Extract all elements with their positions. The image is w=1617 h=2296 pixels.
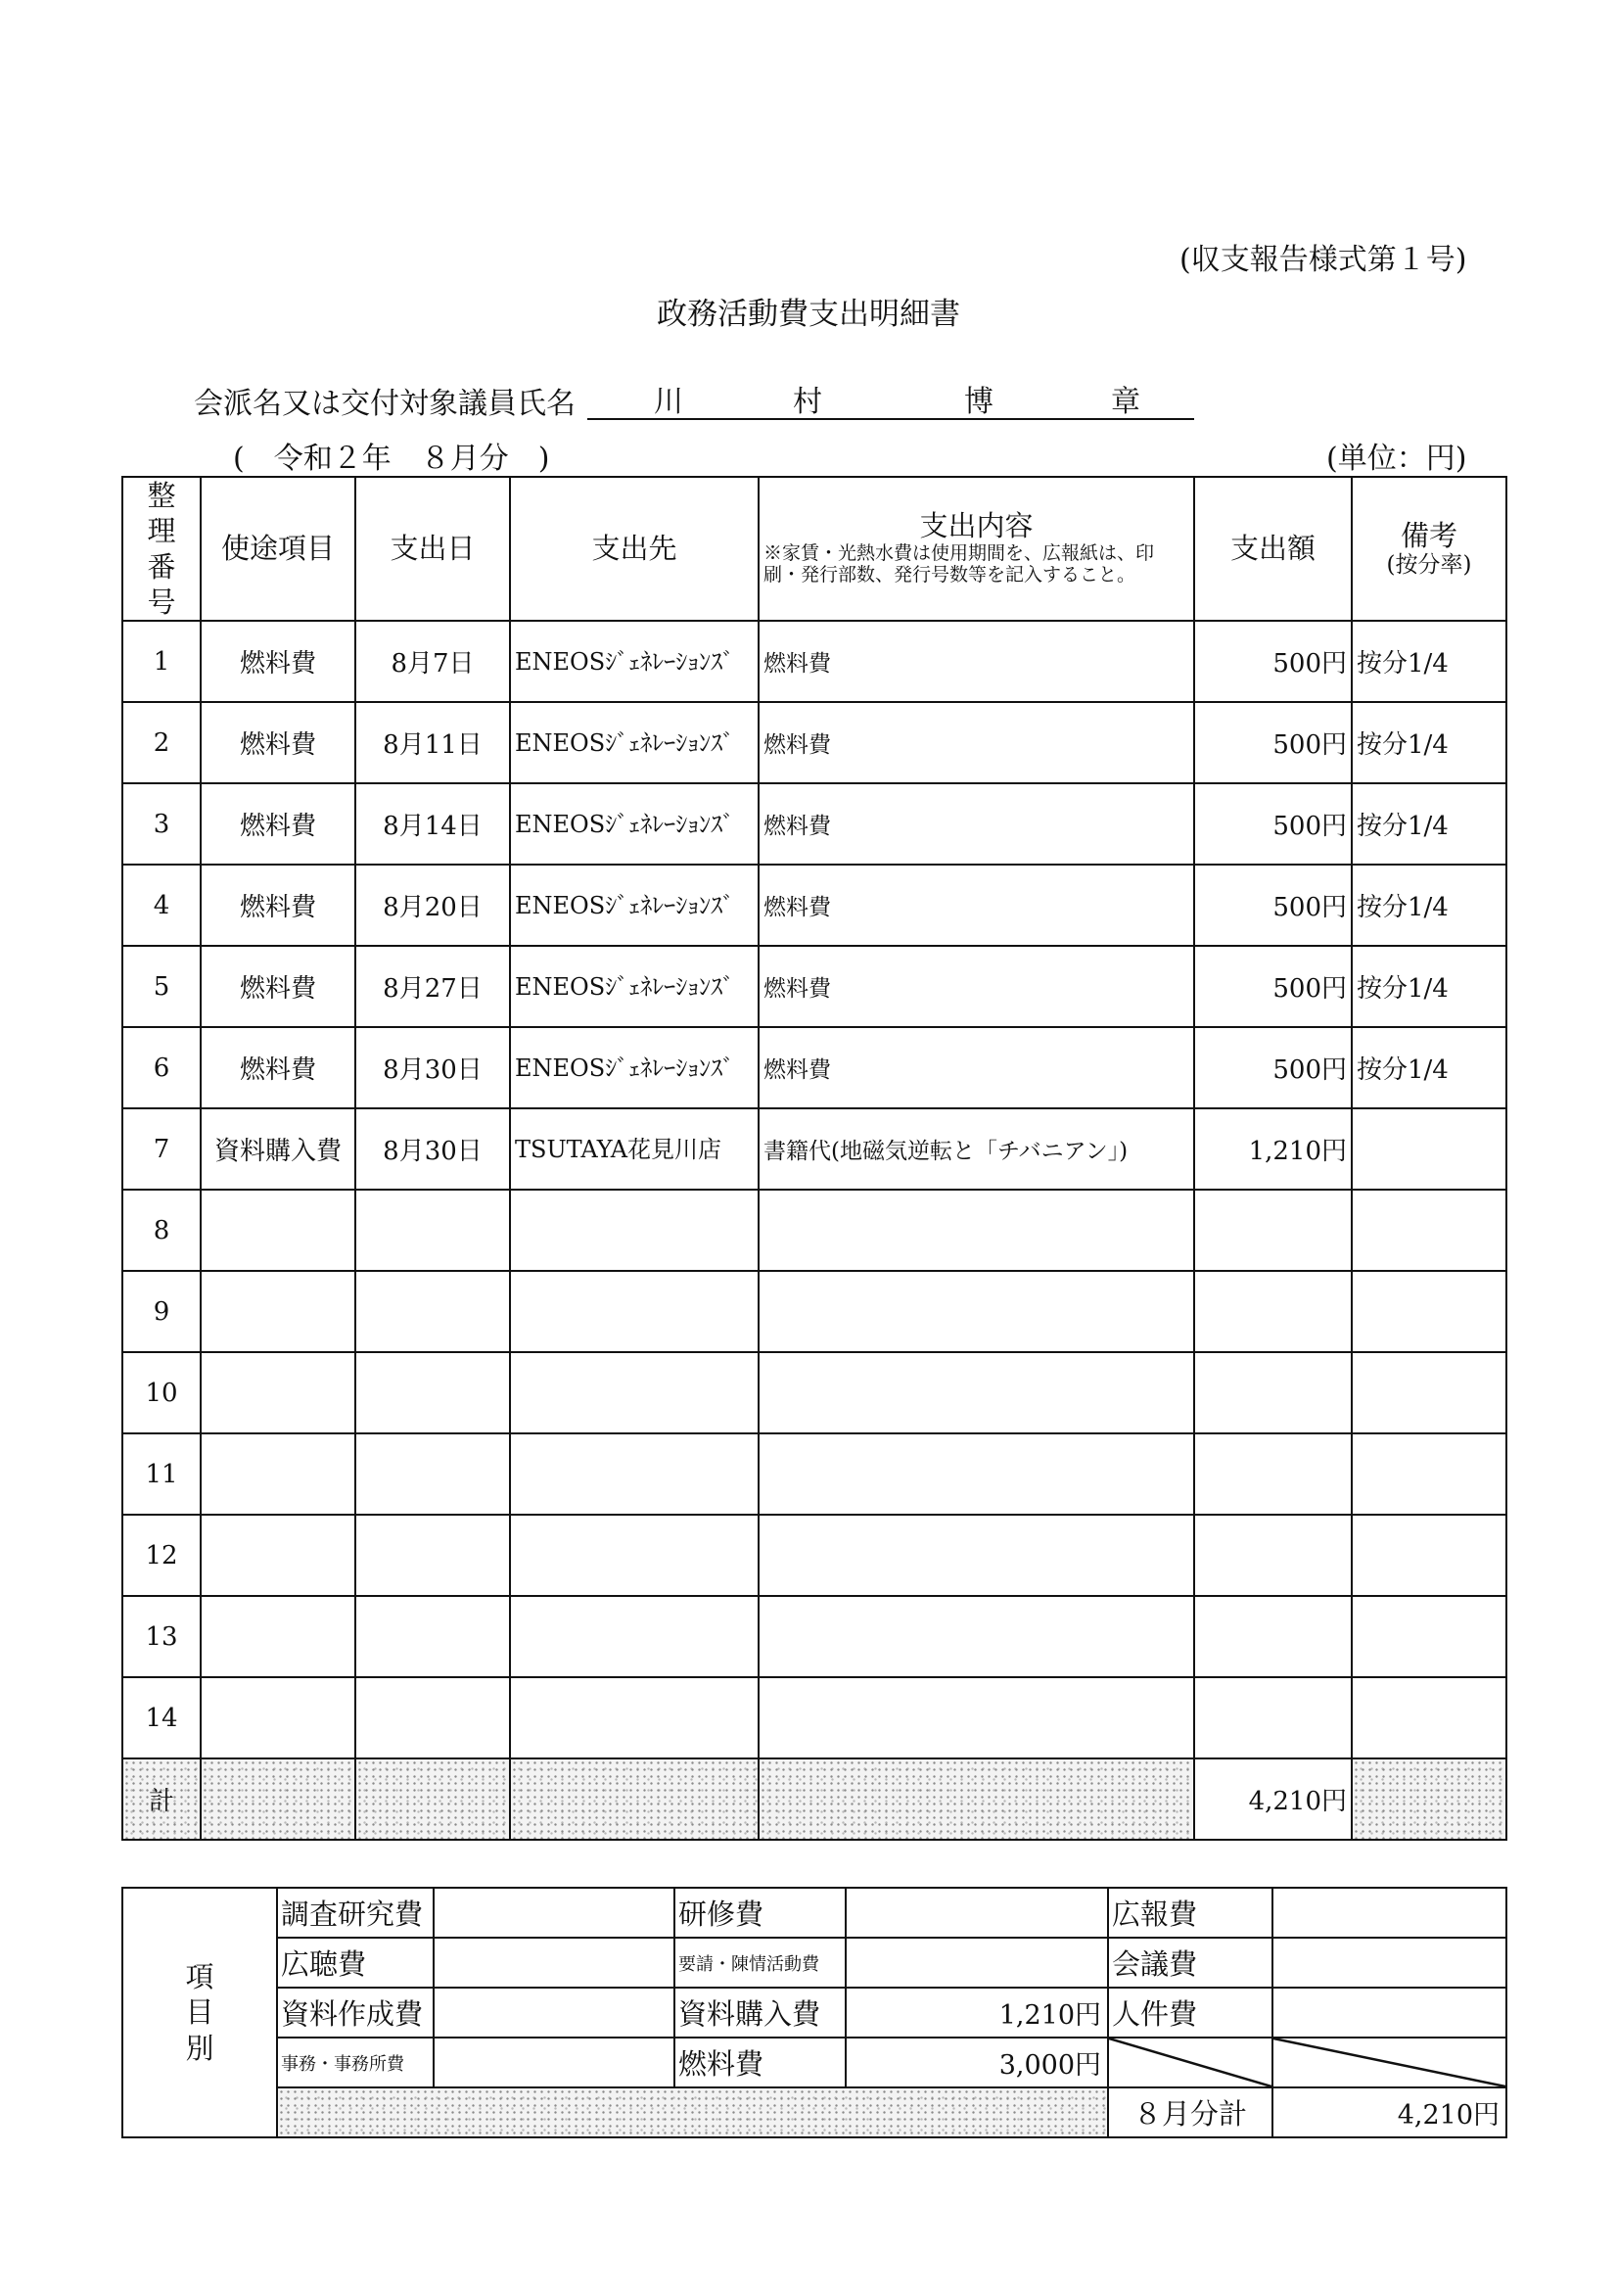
- cell-payee: ENEOSｼﾞｪﾈﾚｰｼｮﾝｽﾞ: [510, 1027, 759, 1108]
- cell-no: 7: [122, 1108, 201, 1190]
- cell-item: 燃料費: [201, 621, 355, 702]
- category-value: [434, 2038, 674, 2087]
- cell-note: [1352, 1108, 1506, 1190]
- cell-item: 燃料費: [201, 865, 355, 946]
- table-row: [122, 946, 1506, 1027]
- header-amount: 支出額: [1194, 477, 1352, 621]
- month-total-row: [122, 2087, 1506, 2137]
- cell-date: 8月30日: [355, 1027, 510, 1108]
- member-name-char: 章: [1111, 385, 1140, 419]
- category-label: 資料作成費: [277, 1988, 434, 2038]
- cell-contents: 燃料費: [759, 621, 1194, 702]
- cell-amount: [1194, 1433, 1352, 1515]
- cell-item: 燃料費: [201, 1027, 355, 1108]
- cell-item: 資料購入費: [201, 1108, 355, 1190]
- cell-item: [201, 1190, 355, 1271]
- cell-amount: [1194, 1596, 1352, 1677]
- category-label: 研修費: [674, 1888, 846, 1938]
- cell-contents: 燃料費: [759, 865, 1194, 946]
- cell-no: 2: [122, 702, 201, 783]
- expense-detail-table: [121, 476, 1507, 1841]
- cell-date: [355, 1190, 510, 1271]
- cell-amount: 500円: [1194, 702, 1352, 783]
- table-row: [122, 1515, 1506, 1596]
- report-period: ( 令和２年 ８月分 ): [233, 442, 550, 476]
- category-value: [1272, 1888, 1506, 1938]
- member-label: 会派名又は交付対象議員氏名: [194, 387, 576, 421]
- cell-amount: [1194, 1515, 1352, 1596]
- cell-no: 11: [122, 1433, 201, 1515]
- member-name-char: 川: [654, 385, 683, 419]
- cell-note: 按分1/4: [1352, 1027, 1506, 1108]
- table-row: [122, 702, 1506, 783]
- diagonal-blank-cell: [1108, 2038, 1272, 2087]
- category-value: [434, 1938, 674, 1988]
- cell-contents: 燃料費: [759, 1027, 1194, 1108]
- header-no: 整理番号: [122, 477, 201, 621]
- cell-date: 8月7日: [355, 621, 510, 702]
- cell-amount: [1194, 1271, 1352, 1352]
- cell-date: 8月14日: [355, 783, 510, 865]
- cell-note: 按分1/4: [1352, 865, 1506, 946]
- cell-item: [201, 1271, 355, 1352]
- cell-payee: ENEOSｼﾞｪﾈﾚｰｼｮﾝｽﾞ: [510, 783, 759, 865]
- cell-payee: [510, 1271, 759, 1352]
- cell-date: [355, 1433, 510, 1515]
- category-summary-table: [121, 1887, 1507, 2138]
- header-date: 支出日: [355, 477, 510, 621]
- category-value: [846, 1888, 1108, 1938]
- month-total-value: 4,210円: [1272, 2087, 1506, 2137]
- cell-date: [355, 1352, 510, 1433]
- cell-no: 6: [122, 1027, 201, 1108]
- category-label: 事務・事務所費: [277, 2038, 434, 2087]
- header-note: [1352, 477, 1506, 621]
- cell-item: [201, 1433, 355, 1515]
- cell-payee: [510, 1596, 759, 1677]
- table-row: [122, 1108, 1506, 1190]
- cell-contents: [759, 1433, 1194, 1515]
- category-row: [122, 1938, 1506, 1988]
- month-total-label: ８月分計: [1108, 2087, 1272, 2137]
- cell-contents: [759, 1190, 1194, 1271]
- member-name-char: 博: [964, 385, 993, 419]
- cell-note: [1352, 1433, 1506, 1515]
- category-label: 広報費: [1108, 1888, 1272, 1938]
- category-label: 要請・陳情活動費: [674, 1938, 846, 1988]
- total-label: 計: [122, 1758, 201, 1840]
- cell-amount: 500円: [1194, 946, 1352, 1027]
- cell-no: 13: [122, 1596, 201, 1677]
- category-label: 人件費: [1108, 1988, 1272, 2038]
- table-row: [122, 1596, 1506, 1677]
- total-blank: [201, 1758, 355, 1840]
- cell-date: [355, 1271, 510, 1352]
- category-label: 調査研究費: [277, 1888, 434, 1938]
- diagonal-blank-cell: [1272, 2038, 1506, 2087]
- cell-amount: 500円: [1194, 1027, 1352, 1108]
- cell-item: 燃料費: [201, 702, 355, 783]
- cell-payee: ENEOSｼﾞｪﾈﾚｰｼｮﾝｽﾞ: [510, 702, 759, 783]
- cell-note: 按分1/4: [1352, 621, 1506, 702]
- cell-date: 8月27日: [355, 946, 510, 1027]
- cell-contents: [759, 1596, 1194, 1677]
- table-row: [122, 865, 1506, 946]
- cell-note: [1352, 1190, 1506, 1271]
- cell-contents: [759, 1352, 1194, 1433]
- category-value: 3,000円: [846, 2038, 1108, 2087]
- cell-date: 8月20日: [355, 865, 510, 946]
- cell-note: [1352, 1352, 1506, 1433]
- table-row: [122, 783, 1506, 865]
- cell-contents: 燃料費: [759, 702, 1194, 783]
- header-item: 使途項目: [201, 477, 355, 621]
- header-contents-title: 支出内容: [919, 508, 1034, 542]
- total-amount: 4,210円: [1194, 1758, 1352, 1840]
- cell-no: 1: [122, 621, 201, 702]
- cell-no: 5: [122, 946, 201, 1027]
- cell-no: 14: [122, 1677, 201, 1758]
- cell-item: [201, 1352, 355, 1433]
- member-name-char: 村: [793, 385, 822, 419]
- total-blank: [510, 1758, 759, 1840]
- cell-payee: ENEOSｼﾞｪﾈﾚｰｼｮﾝｽﾞ: [510, 946, 759, 1027]
- table-row: [122, 1027, 1506, 1108]
- cell-note: [1352, 1677, 1506, 1758]
- cell-item: [201, 1515, 355, 1596]
- cell-payee: [510, 1433, 759, 1515]
- cell-date: [355, 1677, 510, 1758]
- cell-contents: [759, 1271, 1194, 1352]
- table-row: [122, 1677, 1506, 1758]
- cell-date: 8月30日: [355, 1108, 510, 1190]
- cell-note: 按分1/4: [1352, 702, 1506, 783]
- cell-no: 4: [122, 865, 201, 946]
- cell-date: [355, 1596, 510, 1677]
- table-row: [122, 1433, 1506, 1515]
- category-value: [1272, 1988, 1506, 2038]
- cell-contents: 燃料費: [759, 783, 1194, 865]
- cell-contents: 燃料費: [759, 946, 1194, 1027]
- category-row: [122, 2038, 1506, 2087]
- header-note-sub: (按分率): [1386, 551, 1472, 578]
- table-row: [122, 1271, 1506, 1352]
- total-blank: [1352, 1758, 1506, 1840]
- cell-contents: 書籍代(地磁気逆転と「チバニアン」): [759, 1108, 1194, 1190]
- category-row: [122, 1888, 1506, 1938]
- cell-payee: [510, 1677, 759, 1758]
- cell-note: 按分1/4: [1352, 783, 1506, 865]
- category-value: [434, 1988, 674, 2038]
- table-header-row: [122, 477, 1506, 621]
- form-code: (収支報告様式第１号): [1179, 243, 1467, 277]
- cell-no: 3: [122, 783, 201, 865]
- cell-note: [1352, 1271, 1506, 1352]
- category-side-label: 項目別: [122, 1888, 277, 2137]
- category-value: [434, 1888, 674, 1938]
- table-row: [122, 1352, 1506, 1433]
- cell-amount: 500円: [1194, 621, 1352, 702]
- cell-item: [201, 1596, 355, 1677]
- header-contents-note: ※家賃・光熱水費は使用期間を、広報紙は、印刷・発行部数、発行号数等を記入すること。: [763, 541, 1155, 586]
- currency-unit: (単位：円): [1326, 442, 1467, 476]
- table-row: [122, 621, 1506, 702]
- month-total-blank: [277, 2087, 1108, 2137]
- document-title: 政務活動費支出明細書: [657, 297, 960, 332]
- cell-payee: ENEOSｼﾞｪﾈﾚｰｼｮﾝｽﾞ: [510, 621, 759, 702]
- cell-no: 9: [122, 1271, 201, 1352]
- cell-amount: [1194, 1190, 1352, 1271]
- cell-amount: [1194, 1352, 1352, 1433]
- cell-contents: [759, 1515, 1194, 1596]
- cell-no: 10: [122, 1352, 201, 1433]
- category-row: [122, 1988, 1506, 2038]
- header-contents: [759, 477, 1194, 621]
- cell-payee: [510, 1190, 759, 1271]
- cell-item: 燃料費: [201, 783, 355, 865]
- cell-item: 燃料費: [201, 946, 355, 1027]
- cell-note: [1352, 1596, 1506, 1677]
- cell-note: [1352, 1515, 1506, 1596]
- total-blank: [355, 1758, 510, 1840]
- member-name: [587, 375, 1194, 420]
- cell-payee: ENEOSｼﾞｪﾈﾚｰｼｮﾝｽﾞ: [510, 865, 759, 946]
- category-value: [1272, 1938, 1506, 1988]
- category-value: 1,210円: [846, 1988, 1108, 2038]
- category-label: 燃料費: [674, 2038, 846, 2087]
- cell-payee: [510, 1515, 759, 1596]
- cell-no: 8: [122, 1190, 201, 1271]
- header-note-title: 備考: [1400, 518, 1457, 552]
- cell-no: 12: [122, 1515, 201, 1596]
- header-payee: 支出先: [510, 477, 759, 621]
- cell-amount: [1194, 1677, 1352, 1758]
- category-label: 資料購入費: [674, 1988, 846, 2038]
- total-row: [122, 1758, 1506, 1840]
- total-blank: [759, 1758, 1194, 1840]
- category-label: 会議費: [1108, 1938, 1272, 1988]
- cell-payee: TSUTAYA花見川店: [510, 1108, 759, 1190]
- cell-amount: 500円: [1194, 865, 1352, 946]
- cell-amount: 500円: [1194, 783, 1352, 865]
- cell-note: 按分1/4: [1352, 946, 1506, 1027]
- category-label: 広聴費: [277, 1938, 434, 1988]
- category-value: [846, 1938, 1108, 1988]
- cell-payee: [510, 1352, 759, 1433]
- table-row: [122, 1190, 1506, 1271]
- cell-amount: 1,210円: [1194, 1108, 1352, 1190]
- cell-date: 8月11日: [355, 702, 510, 783]
- cell-date: [355, 1515, 510, 1596]
- cell-contents: [759, 1677, 1194, 1758]
- cell-item: [201, 1677, 355, 1758]
